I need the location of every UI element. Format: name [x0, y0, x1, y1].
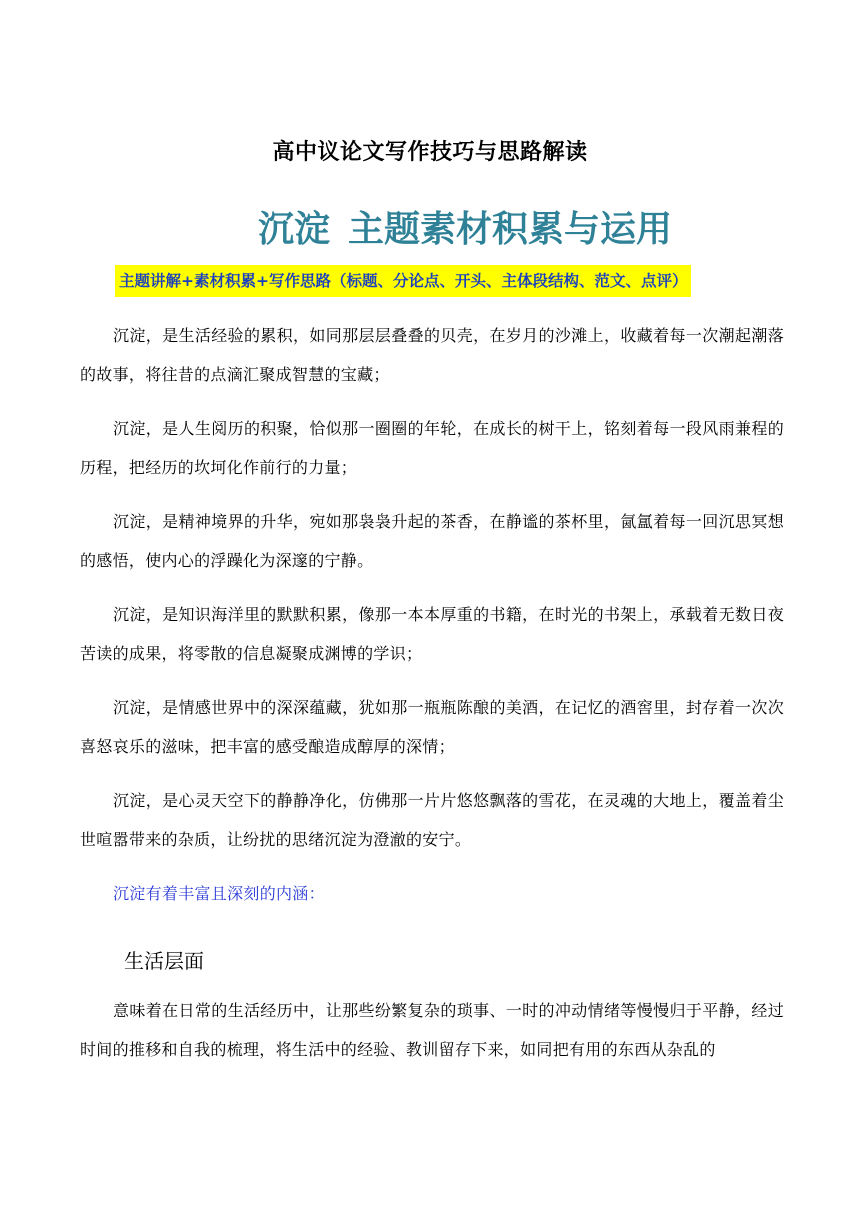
- section-heading: 生活层面: [124, 949, 204, 973]
- highlighted-contents-line: 主题讲解+素材积累+写作思路（标题、分论点、开头、主体段结构、范文、点评）: [115, 265, 691, 297]
- paragraph: 沉淀，是精神境界的升华，宛如那袅袅升起的茶香，在静谧的茶杯里，氤氲着每一回沉思冥想的感悟，使内心的浮躁化为深邃的宁静。: [80, 512, 784, 570]
- section-paragraph: 意味着在日常的生活经历中，让那些纷繁复杂的琐事、一时的冲动情绪等慢慢归于平静，经过时间的推移和自我的梳理，将生活中的经验、教训留存下来，如同把有用的东西从杂乱的: [80, 1001, 784, 1059]
- main-title: [0, 204, 860, 256]
- paragraph: 沉淀，是人生阅历的积聚，恰似那一圈圈的年轮，在成长的树干上，铭刻着每一段风雨兼程的历程，把经历的坎坷化作前行的力量；: [80, 419, 784, 477]
- document-title: 高中议论文写作技巧与思路解读: [272, 140, 588, 165]
- body-text: [80, 316, 784, 1084]
- paragraph: 沉淀，是情感世界中的深深蕴藏，犹如那一瓶瓶陈酿的美酒，在记忆的酒窖里，封存着一次次喜怒哀乐的滋味，把丰富的感受酿造成醇厚的深情；: [80, 698, 784, 756]
- paragraph: 沉淀，是知识海洋里的默默积累，像那一本本厚重的书籍，在时光的书架上，承载着无数日夜苦读的成果，将零散的信息凝聚成渊博的学识；: [80, 605, 784, 663]
- main-title-subtitle: 主题素材积累与运用: [348, 209, 673, 250]
- intro-blue-line: 沉淀有着丰富且深刻的内涵：: [113, 884, 325, 903]
- paragraph: 沉淀，是心灵天空下的静静净化，仿佛那一片片悠悠飘落的雪花，在灵魂的大地上，覆盖着尘世喧嚣带来的杂质，让纷扰的思绪沉淀为澄澈的安宁。: [80, 791, 784, 849]
- main-title-keyword: 沉淀: [257, 209, 330, 250]
- paragraph: 沉淀，是生活经验的累积，如同那层层叠叠的贝壳，在岁月的沙滩上，收藏着每一次潮起潮落的故事，将往昔的点滴汇聚成智慧的宝藏；: [80, 326, 784, 384]
